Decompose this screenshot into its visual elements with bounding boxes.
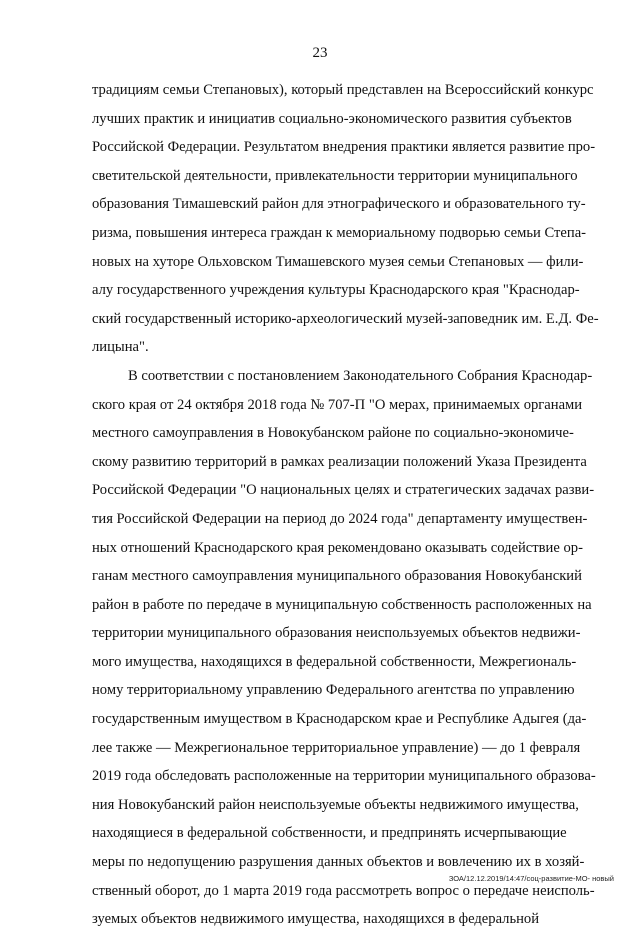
- text-line: новых на хуторе Ольховском Тимашевского музея семьи Степановых — фили-: [92, 253, 584, 270]
- text-line: ганам местного самоуправления муниципального образования Новокубанский: [92, 568, 582, 585]
- text-line: ственный оборот, до 1 марта 2019 года рассмотреть вопрос о передаче неисполь-: [92, 882, 595, 899]
- text-line: местного самоуправления в Новокубанском районе по социально-экономиче-: [92, 425, 574, 442]
- text-line: алу государственного учреждения культуры Краснодарского края "Краснодар-: [92, 282, 580, 299]
- text-line: лицына".: [92, 339, 149, 356]
- text-line: ных отношений Краснодарского края рекомендовано оказывать содействие ор-: [92, 539, 583, 556]
- text-line: тия Российской Федерации на период до 2024 года" департаменту имуществен-: [92, 510, 588, 527]
- text-line: ский государственный историко-археологический музей-заповедник им. Е.Д. Фе-: [92, 310, 599, 327]
- footer-stamp: ЗОА/12.12.2019/14:47/соц-развитие-МО- новый: [448, 874, 614, 883]
- text-line: ского края от 24 октября 2018 года № 707-П "О мерах, принимаемых органами: [92, 396, 583, 413]
- text-line: ному территориальному управлению Федерального агентства по управлению: [92, 682, 575, 699]
- text-line: традициям семьи Степановых), который представлен на Всероссийский конкурс: [92, 82, 594, 98]
- text-line: образования Тимашевский район для этнографического и образовательного ту-: [92, 196, 586, 213]
- paragraph-1: [92, 76, 599, 362]
- text-line: зуемых объектов недвижимого имущества, находящихся в федеральной: [92, 911, 540, 928]
- text-line: Российской Федерации "О национальных целях и стратегических задачах разви-: [92, 482, 595, 499]
- text-line: В соответствии с постановлением Законодательного Собрания Краснодар-: [128, 367, 593, 384]
- page-number: 23: [312, 45, 328, 61]
- text-line: 2019 года обследовать расположенные на территории муниципального образова-: [92, 768, 596, 785]
- text-line: район в работе по передаче в муниципальную собственность расположенных на: [92, 596, 592, 613]
- text-line: территории муниципального образования неиспользуемых объектов недвижи-: [92, 625, 581, 642]
- text-line: меры по недопущению разрушения данных объектов и вовлечению их в хозяй-: [92, 854, 585, 871]
- text-line: Российской Федерации. Результатом внедрения практики является развитие про-: [92, 139, 596, 156]
- text-line: лучших практик и инициатив социально-экономического развития субъектов: [92, 110, 572, 127]
- text-line: лее также — Межрегиональное территориальное управление) — до 1 февраля: [92, 739, 581, 756]
- text-line: ния Новокубанский район неиспользуемые объекты недвижимого имущества,: [92, 796, 579, 813]
- text-line: государственным имуществом в Краснодарском крае и Республике Адыгея (да-: [92, 711, 587, 728]
- text-line: мого имущества, находящихся в федеральной собственности, Межрегиональ-: [92, 653, 577, 670]
- text-line: ризма, повышения интереса граждан к мемориальному подворью семьи Степа-: [92, 224, 587, 241]
- text-line: светительской деятельности, привлекательности территории муниципального: [92, 167, 578, 184]
- text-line: находящиеся в федеральной собственности, и предпринять исчерпывающие: [92, 825, 567, 842]
- text-line: скому развитию территорий в рамках реализации положений Указа Президента: [92, 453, 587, 470]
